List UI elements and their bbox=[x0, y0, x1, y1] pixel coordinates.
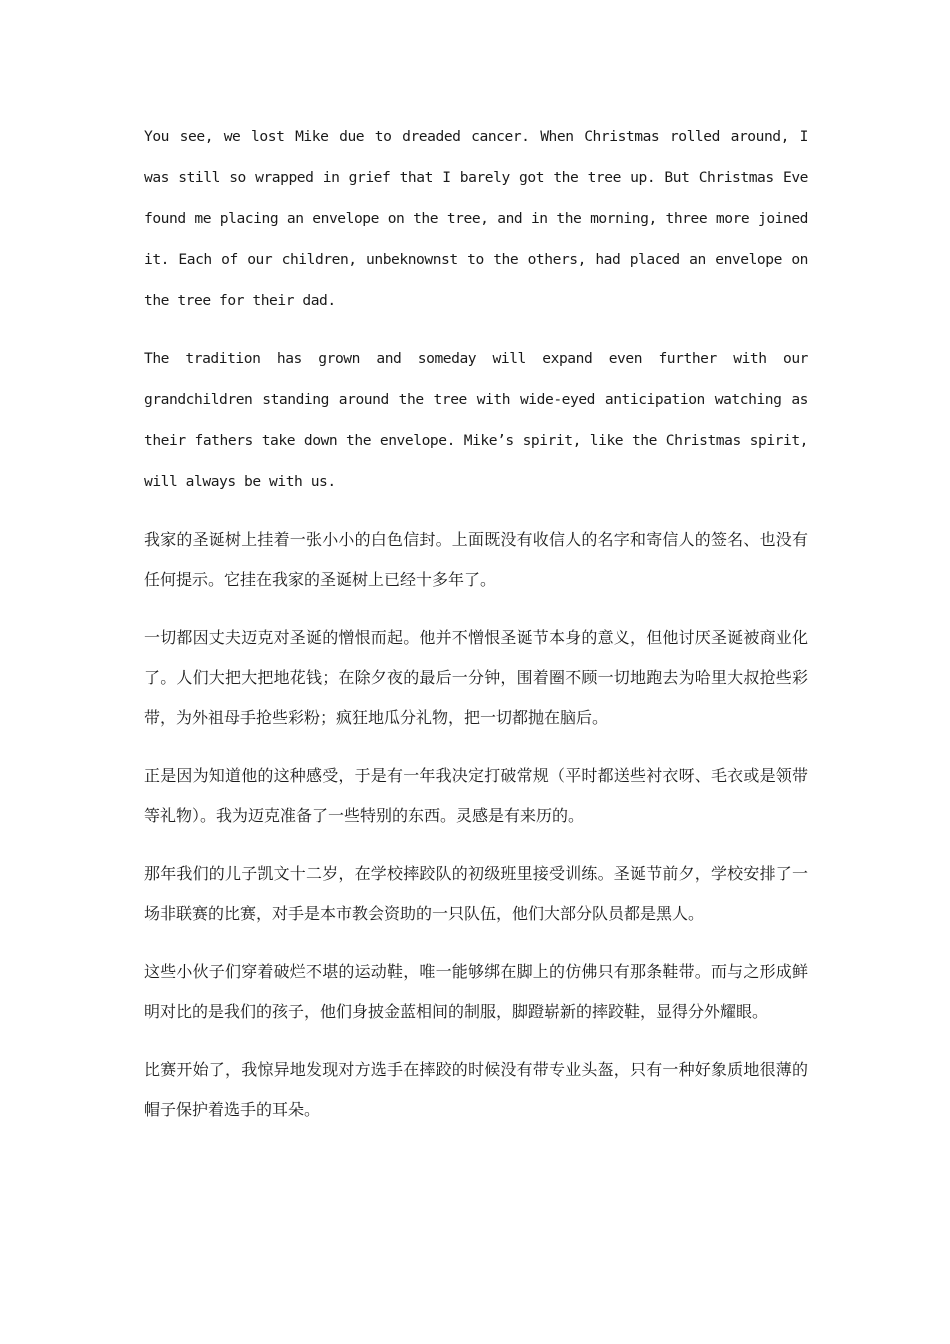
chinese-paragraph-2: 一切都因丈夫迈克对圣诞的憎恨而起。他并不憎恨圣诞节本身的意义，但他讨厌圣诞被商业化了。人们大把大把地花钱；在除夕夜的最后一分钟，围着圈不顾一切地跑去为哈里大叔抢些彩带，为外祖母手抢些彩粉；疯狂地瓜分礼物，把一切都抛在脑后。 bbox=[144, 628, 808, 727]
chinese-paragraph-1: 我家的圣诞树上挂着一张小小的白色信封。上面既没有收信人的名字和寄信人的签名、也没有任何提示。它挂在我家的圣诞树上已经十多年了。 bbox=[144, 530, 808, 589]
chinese-paragraph-6: 比赛开始了，我惊异地发现对方选手在摔跤的时候没有带专业头盔，只有一种好象质地很薄的帽子保护着选手的耳朵。 bbox=[144, 1060, 808, 1119]
chinese-paragraph-5: 这些小伙子们穿着破烂不堪的运动鞋，唯一能够绑在脚上的仿佛只有那条鞋带。而与之形成鲜明对比的是我们的孩子，他们身披金蓝相间的制服，脚蹬崭新的摔跤鞋，显得分外耀眼。 bbox=[144, 962, 808, 1021]
chinese-paragraph-4: 那年我们的儿子凯文十二岁，在学校摔跤队的初级班里接受训练。圣诞节前夕，学校安排了一场非联赛的比赛，对手是本市教会资助的一只队伍，他们大部分队员都是黑人。 bbox=[144, 864, 808, 923]
document-body bbox=[144, 116, 808, 1148]
english-paragraph-2: The tradition has grown and someday will expand even further with our grandchildren standing around the tree with wide-eyed anticipation watching as their fathers take down the envelope. Mike’s spirit, like the Christmas spirit, will always be with us. bbox=[144, 350, 808, 490]
english-paragraph-1: You see, we lost Mike due to dreaded cancer. When Christmas rolled around, I was still so wrapped in grief that I barely got the tree up. But Christmas Eve found me placing an envelope on the tree, and in the morning, three more joined it. Each of our children, unbeknownst to the others, had placed an envelope on the tree for their dad. bbox=[144, 128, 808, 309]
chinese-paragraph-3: 正是因为知道他的这种感受，于是有一年我决定打破常规（平时都送些衬衣呀、毛衣或是领带等礼物）。我为迈克准备了一些特别的东西。灵感是有来历的。 bbox=[144, 766, 808, 825]
